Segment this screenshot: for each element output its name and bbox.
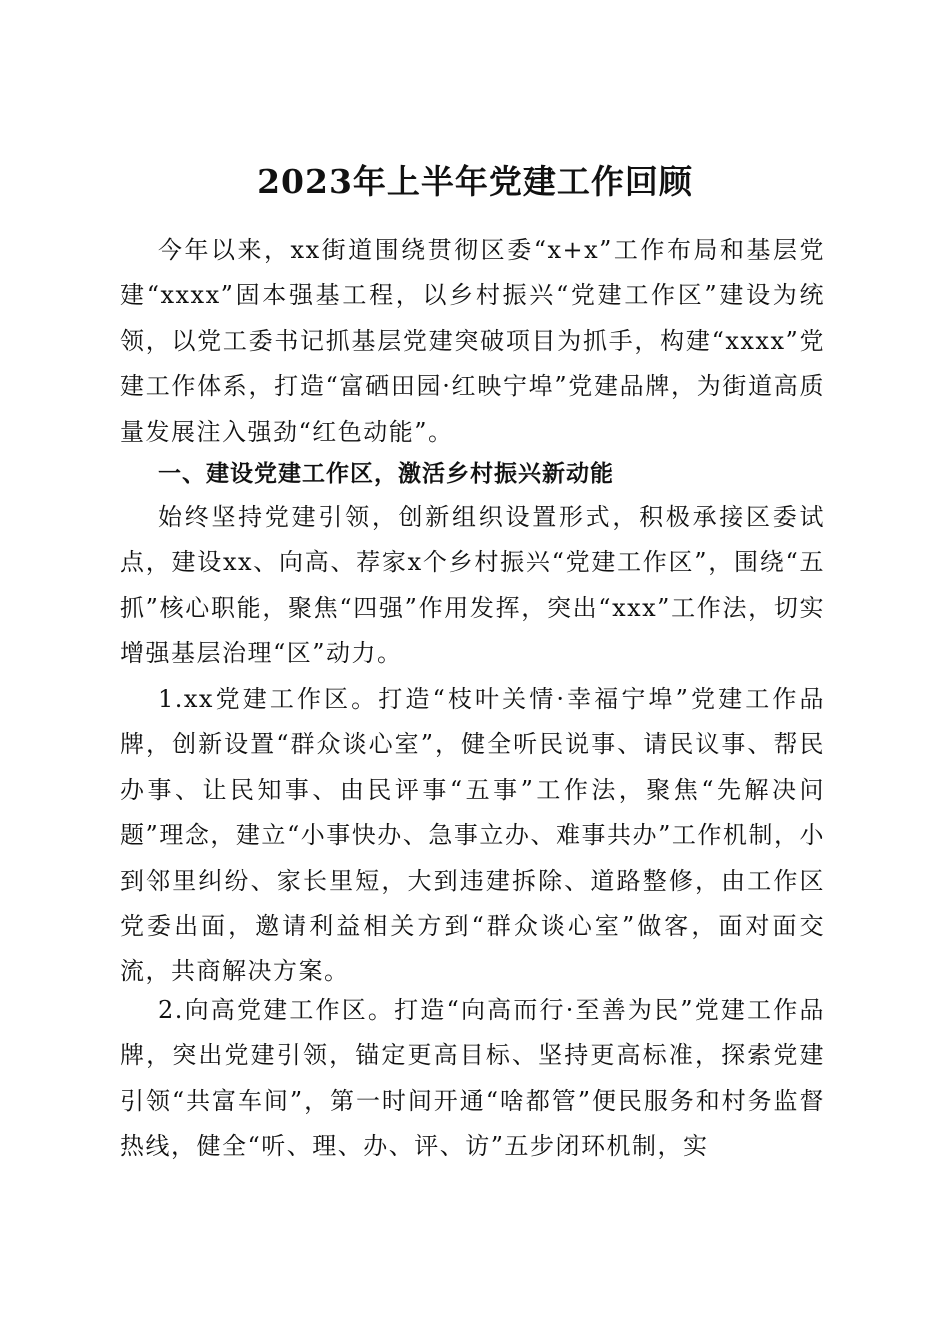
- document-title: 2023年上半年党建工作回顾: [257, 162, 693, 202]
- intro-paragraph: 今年以来，xx街道围绕贯彻区委“x+x”工作布局和基层党建“xxxx”固本强基工程，以乡村振兴“党建工作区”建设为统领，以党工委书记抓基层党建突破项目为抓手，构建“xxxx”党建工作体系，打造“富硒田园·红映宁埠”党建品牌，为街道高质量发展注入强劲“红色动能”。: [120, 236, 825, 446]
- work-area-item-2: 2.向高党建工作区。打造“向高而行·至善为民”党建工作品牌，突出党建引领，锚定更高目标、坚持更高标准，探索党建引领“共富车间”，第一时间开通“啥都管”便民服务和村务监督热线，健全“听、理、办、评、访”五步闭环机制，实: [120, 996, 825, 1161]
- work-area-item-1: 1.xx党建工作区。打造“枝叶关情·幸福宁埠”党建工作品牌，创新设置“群众谈心室”，健全听民说事、请民议事、帮民办事、让民知事、由民评事“五事”工作法，聚焦“先解决问题”理念，建立“小事快办、急事立办、难事共办”工作机制，小到邻里纠纷、家长里短，大到违建拆除、道路整修，由工作区党委出面，邀请利益相关方到“群众谈心室”做客，面对面交流，共商解决方案。: [120, 685, 825, 986]
- section-1-paragraph: 始终坚持党建引领，创新组织设置形式，积极承接区委试点，建设xx、向高、荐家x个乡村振兴“党建工作区”，围绕“五抓”核心职能，聚焦“四强”作用发挥，突出“xxx”工作法，切实增强基层治理“区”动力。: [120, 503, 825, 668]
- section-heading-1: 一、建设党建工作区，激活乡村振兴新动能: [158, 461, 614, 487]
